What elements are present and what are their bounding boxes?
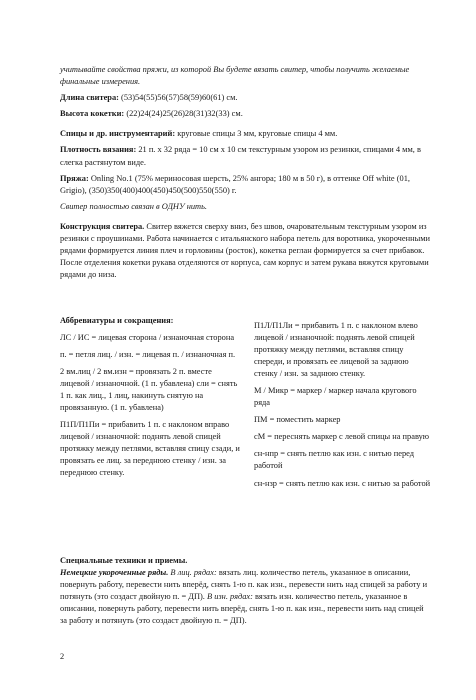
abbr-item: П1П/П1Пи = прибавить 1 п. с наклоном вправо лицевой / изнаночной: поднять левой спицей протяжку между петлями, вставляя спицу сзади, и провязать ее лиц. за переднюю стенку / изн. за переднюю стенку. (60, 420, 240, 478)
abbreviations-right-column (254, 320, 432, 495)
rs-rows-text: вязать лиц. количество петель, указанное в описании, повернуть работу, перевести нить вперёд, снять 1-ю п. как изн., перевести нить над спицей за работу и потянуть (это создаст двойную п. = ДП). (60, 568, 428, 602)
abbr-item: п. = петля лиц. / изн. = лицевая п. / изнаночная п. (60, 349, 236, 359)
german-short-rows-label: Немецкие укороченные ряды. (60, 568, 169, 578)
document-body (60, 64, 432, 488)
yoke-label: Высота кокетки: (60, 109, 125, 119)
ws-rows-label: В изн. рядах: (207, 592, 253, 602)
page-number: 2 (60, 652, 65, 661)
special-techniques-section (60, 555, 432, 628)
abbr-item: сн-нпр = снять петлю как изн. с нитью перед работой (254, 449, 414, 471)
needles-label: Спицы и др. инструментарий: (60, 129, 176, 139)
abbr-item: П1Л/П1Ли = прибавить 1 п. с наклоном влево лицевой / изнаночной: поднять левой спицей протяжку между петлями, вставляя спицу спереди, и провязать ее лицевой за заднюю стенку / изн. за заднюю стенку. (254, 320, 418, 378)
gauge-value: 21 п. x 32 ряда = 10 см x 10 см текстурным узором из резинки, спицами 4 мм, в слегка растянутом виде. (60, 145, 421, 167)
construction-text: Свитер вяжется сверху вниз, без швов, очаровательным текстурным узором из резинки с проушинами. Работа начинается с итальянского набора петель для воротника, укороченными рядами формируется линия плеч и горловины (росток), кокетка реглан формируется за счет прибавок. После отделения кокетки рукава отделяются от корпуса, сам корпус и затем рукава вяжутся круговыми рядами до низа. (60, 221, 430, 280)
rs-rows-label: В лиц. рядах: (170, 568, 217, 578)
length-value: (53)54(55)56(57)58(59)60(61) см. (121, 93, 238, 103)
abbr-item: ЛС / ИС = лицевая сторона / изнаночная сторона (60, 332, 235, 342)
yoke-value: (22)24(24)25(26)28(31)32(33) см. (126, 109, 243, 119)
special-title: Специальные техники и приемы. (60, 556, 188, 565)
gauge-label: Плотность вязания: (60, 145, 137, 155)
abbreviations-left-column (60, 332, 240, 485)
abbr-item: сн-нзр = снять петлю как изн. с нитью за работой (254, 478, 431, 488)
intro-text: учитывайте свойства пряжи, из которой Вы будете вязать свитер, чтобы получить желаемые финальные измерения. (60, 65, 410, 87)
construction-label: Конструкция свитера. (60, 221, 145, 231)
abbr-item: сМ = переснять маркер с левой спицы на правую (254, 432, 430, 442)
abbreviations-title: Аббревиатуры и сокращения: (60, 316, 174, 326)
abbr-item: М / Микр = маркер / маркер начала кругового ряда (254, 385, 417, 408)
needles-value: круговые спицы 3 мм, круговые спицы 4 мм. (177, 129, 338, 139)
yarn-label: Пряжа: (60, 173, 89, 183)
length-label: Длина свитера: (60, 93, 119, 103)
abbr-item: ПМ = поместить маркер (254, 415, 341, 425)
ws-rows-text: вязать изн. количество петель, указанное в описании, повернуть работу, перевести нить вперёд, снять 1-ю п. как изн., перевести нить над спицей за работу и потянуть (это создаст двойную п. = ДП). (60, 592, 424, 626)
yarn-value: Onling No.1 (75% мериносовая шерсть, 25% ангора; 180 м в 50 г), в оттенке Off white (01, Grigio), (350)350(400)400(450)450(500)550(550) г. (60, 173, 410, 195)
abbr-item: 2 вм.лиц / 2 вм.изн = провязать 2 п. вместе лицевой / изнаночной. (1 п. убавлена) сли = снять 1 п. как лиц., 1 лиц, накинуть снятую на провязанную. (1 п. убавлена) (60, 366, 238, 412)
one-strand-note: Свитер полностью связан в ОДНУ нить. (60, 201, 207, 211)
